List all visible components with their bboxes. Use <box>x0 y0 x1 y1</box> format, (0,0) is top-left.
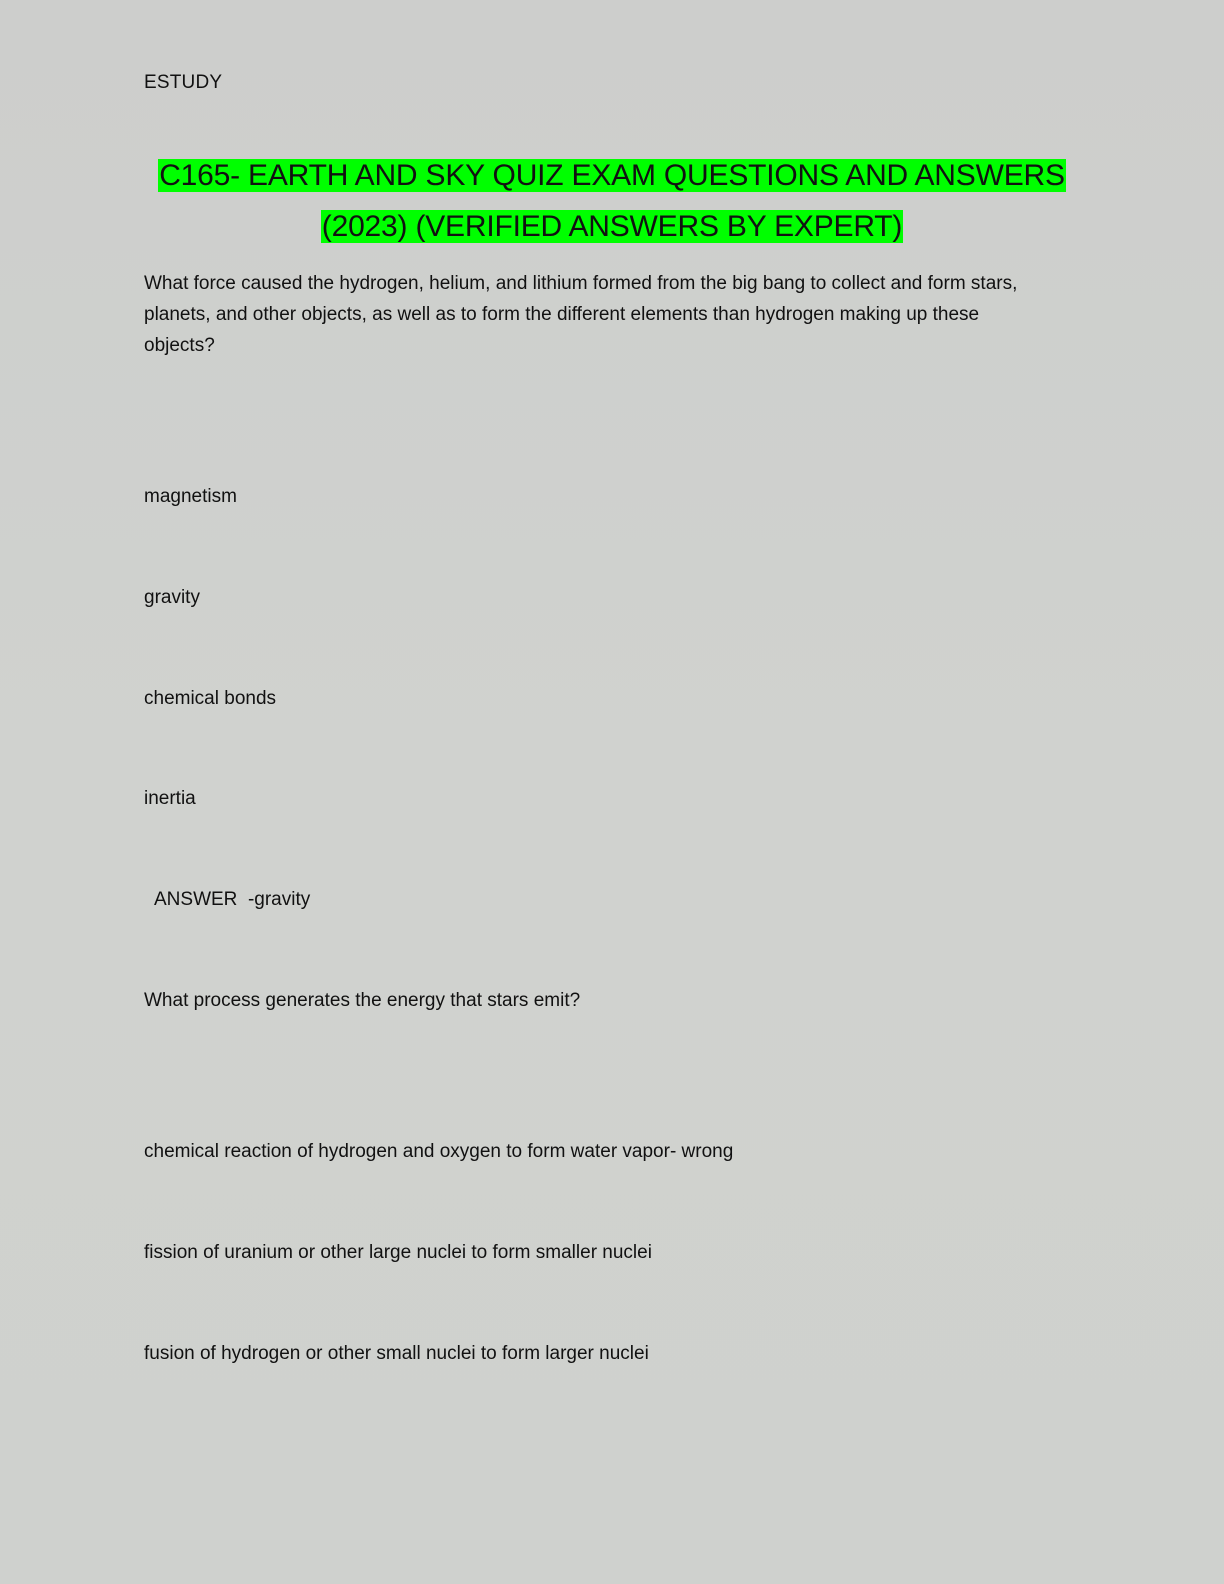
question-1-option-3: chemical bonds <box>144 688 277 709</box>
title-highlight: C165- EARTH AND SKY QUIZ EXAM QUESTIONS AND ANSWERS (2023) (VERIFIED ANSWERS BY EXPERT) <box>159 159 1065 243</box>
question-1-answer: ANSWER -gravity <box>154 889 311 910</box>
question-2-option-3: fusion of hydrogen or other small nuclei to form larger nuclei <box>144 1343 649 1364</box>
question-1-prompt: What force caused the hydrogen, helium, and lithium formed from the big bang to collect and form stars, planets, and other objects, as well as to form the different elements than hydrogen making up these objects? <box>144 273 1018 356</box>
document-header: ESTUDY <box>144 72 223 93</box>
question-2-prompt: What process generates the energy that stars emit? <box>144 990 581 1011</box>
question-2-option-1: chemical reaction of hydrogen and oxygen to form water vapor- wrong <box>144 1141 734 1162</box>
document-title <box>144 150 1080 252</box>
question-2-option-2: fission of uranium or other large nuclei to form smaller nuclei <box>144 1242 652 1263</box>
question-1-option-4: inertia <box>144 788 196 809</box>
question-1-option-1: magnetism <box>144 486 237 507</box>
question-1-option-2: gravity <box>144 587 200 608</box>
